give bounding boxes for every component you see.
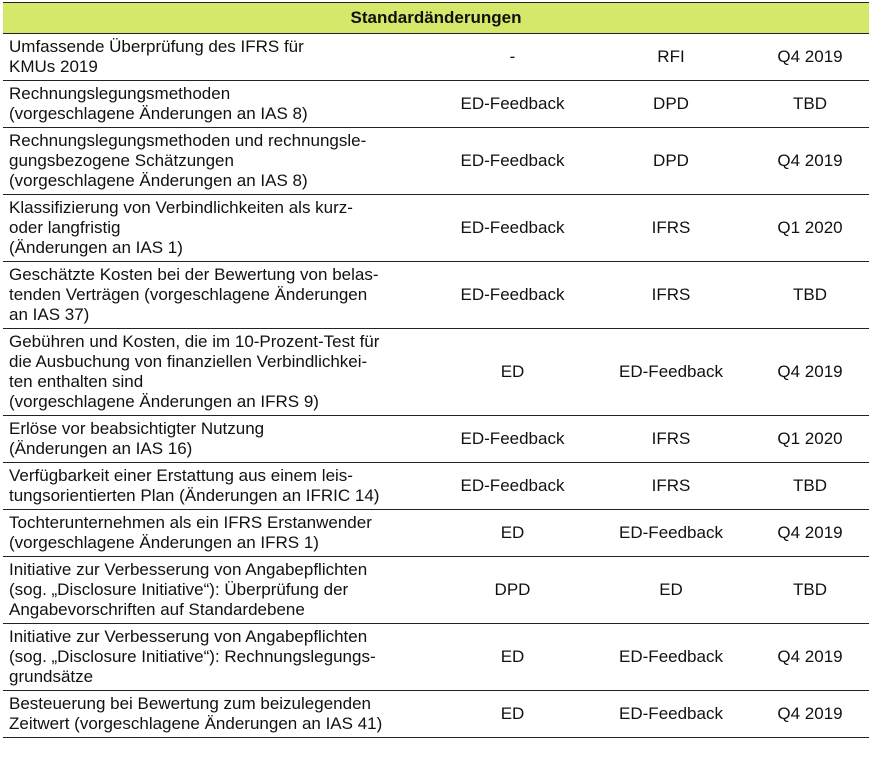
- table-body: [3, 34, 869, 738]
- table-row: [3, 34, 869, 81]
- row-description: Tochterunternehmen als ein IFRS Erstanwender (vorgeschlagene Änderungen an IFRS 1): [3, 510, 432, 557]
- row-description: Besteuerung bei Bewertung zum beizulegenden Zeitwert (vorgeschlagene Änderungen an IAS 41): [3, 691, 432, 738]
- row-date: TBD: [749, 262, 869, 329]
- row-value-col3: IFRS: [591, 463, 749, 510]
- row-date: TBD: [749, 557, 869, 624]
- row-description: Gebühren und Kosten, die im 10-Prozent-Test für die Ausbuchung von finanziellen Verbindlichkei- ten enthalten sind (vorgeschlagene Änderungen an IFRS 9): [3, 329, 432, 416]
- row-date: TBD: [749, 81, 869, 128]
- row-value-col3: IFRS: [591, 195, 749, 262]
- table-row: [3, 262, 869, 329]
- row-value-col2: ED-Feedback: [432, 416, 591, 463]
- row-date: Q4 2019: [749, 128, 869, 195]
- table-row: [3, 463, 869, 510]
- row-description: Rechnungslegungsmethoden (vorgeschlagene Änderungen an IAS 8): [3, 81, 432, 128]
- row-value-col3: ED-Feedback: [591, 624, 749, 691]
- row-value-col3: ED-Feedback: [591, 691, 749, 738]
- row-description: Erlöse vor beabsichtigter Nutzung (Änderungen an IAS 16): [3, 416, 432, 463]
- row-value-col2: ED-Feedback: [432, 262, 591, 329]
- row-date: Q4 2019: [749, 624, 869, 691]
- row-value-col3: IFRS: [591, 262, 749, 329]
- table-header: Standardänderungen: [3, 3, 869, 34]
- row-value-col2: ED-Feedback: [432, 195, 591, 262]
- table-row: [3, 329, 869, 416]
- row-value-col2: ED-Feedback: [432, 463, 591, 510]
- row-date: TBD: [749, 463, 869, 510]
- row-value-col3: DPD: [591, 81, 749, 128]
- row-description: Rechnungslegungsmethoden und rechnungsle- gungsbezogene Schätzungen (vorgeschlagene Änderungen an IAS 8): [3, 128, 432, 195]
- row-description: Initiative zur Verbesserung von Angabepflichten (sog. „Disclosure Initiative“): Rechnungslegungs- grundsätze: [3, 624, 432, 691]
- table-row: [3, 691, 869, 738]
- row-description: Geschätzte Kosten bei der Bewertung von belas- tenden Verträgen (vorgeschlagene Änderungen an IAS 37): [3, 262, 432, 329]
- table-row: [3, 81, 869, 128]
- row-value-col2: ED-Feedback: [432, 81, 591, 128]
- row-date: Q4 2019: [749, 329, 869, 416]
- row-value-col2: ED: [432, 691, 591, 738]
- row-date: Q4 2019: [749, 34, 869, 81]
- row-description: Verfügbarkeit einer Erstattung aus einem leis- tungsorientierten Plan (Änderungen an IFRIC 14): [3, 463, 432, 510]
- row-value-col3: ED-Feedback: [591, 329, 749, 416]
- row-value-col2: ED: [432, 624, 591, 691]
- row-description: Initiative zur Verbesserung von Angabepflichten (sog. „Disclosure Initiative“): Überprüfung der Angabevorschriften auf Standardebene: [3, 557, 432, 624]
- row-value-col2: -: [432, 34, 591, 81]
- row-value-col2: ED: [432, 329, 591, 416]
- table-row: [3, 624, 869, 691]
- standards-changes-table: [3, 2, 869, 738]
- row-value-col3: DPD: [591, 128, 749, 195]
- row-value-col2: DPD: [432, 557, 591, 624]
- table-row: [3, 195, 869, 262]
- table-row: [3, 128, 869, 195]
- table-header-row: [3, 3, 869, 34]
- table-row: [3, 416, 869, 463]
- row-value-col3: ED-Feedback: [591, 510, 749, 557]
- row-description: Umfassende Überprüfung des IFRS für KMUs 2019: [3, 34, 432, 81]
- table-row: [3, 510, 869, 557]
- row-value-col3: ED: [591, 557, 749, 624]
- row-description: Klassifizierung von Verbindlichkeiten als kurz- oder langfristig (Änderungen an IAS 1): [3, 195, 432, 262]
- row-value-col2: ED: [432, 510, 591, 557]
- row-value-col2: ED-Feedback: [432, 128, 591, 195]
- row-date: Q4 2019: [749, 510, 869, 557]
- row-date: Q1 2020: [749, 416, 869, 463]
- table-row: [3, 557, 869, 624]
- row-date: Q4 2019: [749, 691, 869, 738]
- row-value-col3: RFI: [591, 34, 749, 81]
- row-date: Q1 2020: [749, 195, 869, 262]
- row-value-col3: IFRS: [591, 416, 749, 463]
